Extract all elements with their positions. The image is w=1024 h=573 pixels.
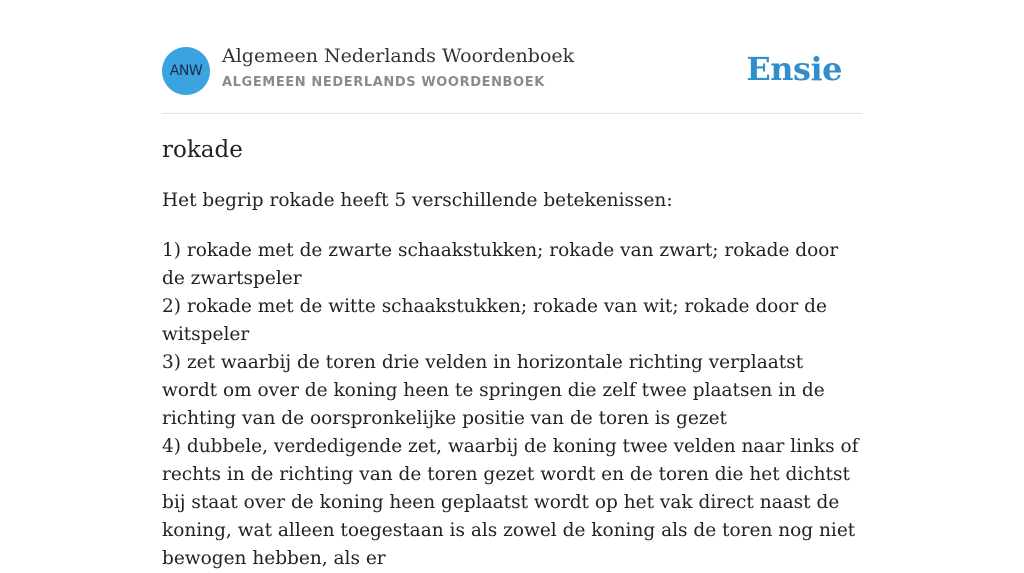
- entry-term: rokade: [162, 137, 243, 163]
- source-logo-text: ANW: [169, 63, 203, 79]
- source-logo[interactable]: [162, 47, 210, 95]
- source-title[interactable]: Algemeen Nederlands Woordenboek: [222, 45, 575, 67]
- source-subtitle: ALGEMEEN NEDERLANDS WOORDENBOEK: [222, 75, 545, 90]
- definition-card: [162, 0, 862, 569]
- meaning-item: 3) zet waarbij de toren drie velden in horizontale richting verplaatst wordt om over de koning heen te springen die zelf twee plaatsen in de richting van de oorspronkelijke positie van de toren is gezet: [162, 352, 825, 429]
- source-header: [162, 0, 862, 114]
- meaning-item: 1) rokade met de zwarte schaakstukken; rokade van zwart; rokade door de zwartspeler: [162, 240, 839, 289]
- meanings-list: [162, 237, 862, 573]
- entry-intro: Het begrip rokade heeft 5 verschillende betekenissen:: [162, 190, 673, 211]
- meaning-item: 4) dubbele, verdedigende zet, waarbij de koning twee velden naar links of rechts in de richting van de toren gezet wordt en de toren die het dichtst bij staat over de koning heen geplaatst wordt op het vak direct naast de koning, wat alleen toegestaan is als zowel de koning als de toren nog niet bewogen hebben, als er: [162, 436, 859, 569]
- meaning-item: 2) rokade met de witte schaakstukken; rokade van wit; rokade door de witspeler: [162, 296, 827, 345]
- ensie-logo-link[interactable]: Ensie: [746, 50, 842, 88]
